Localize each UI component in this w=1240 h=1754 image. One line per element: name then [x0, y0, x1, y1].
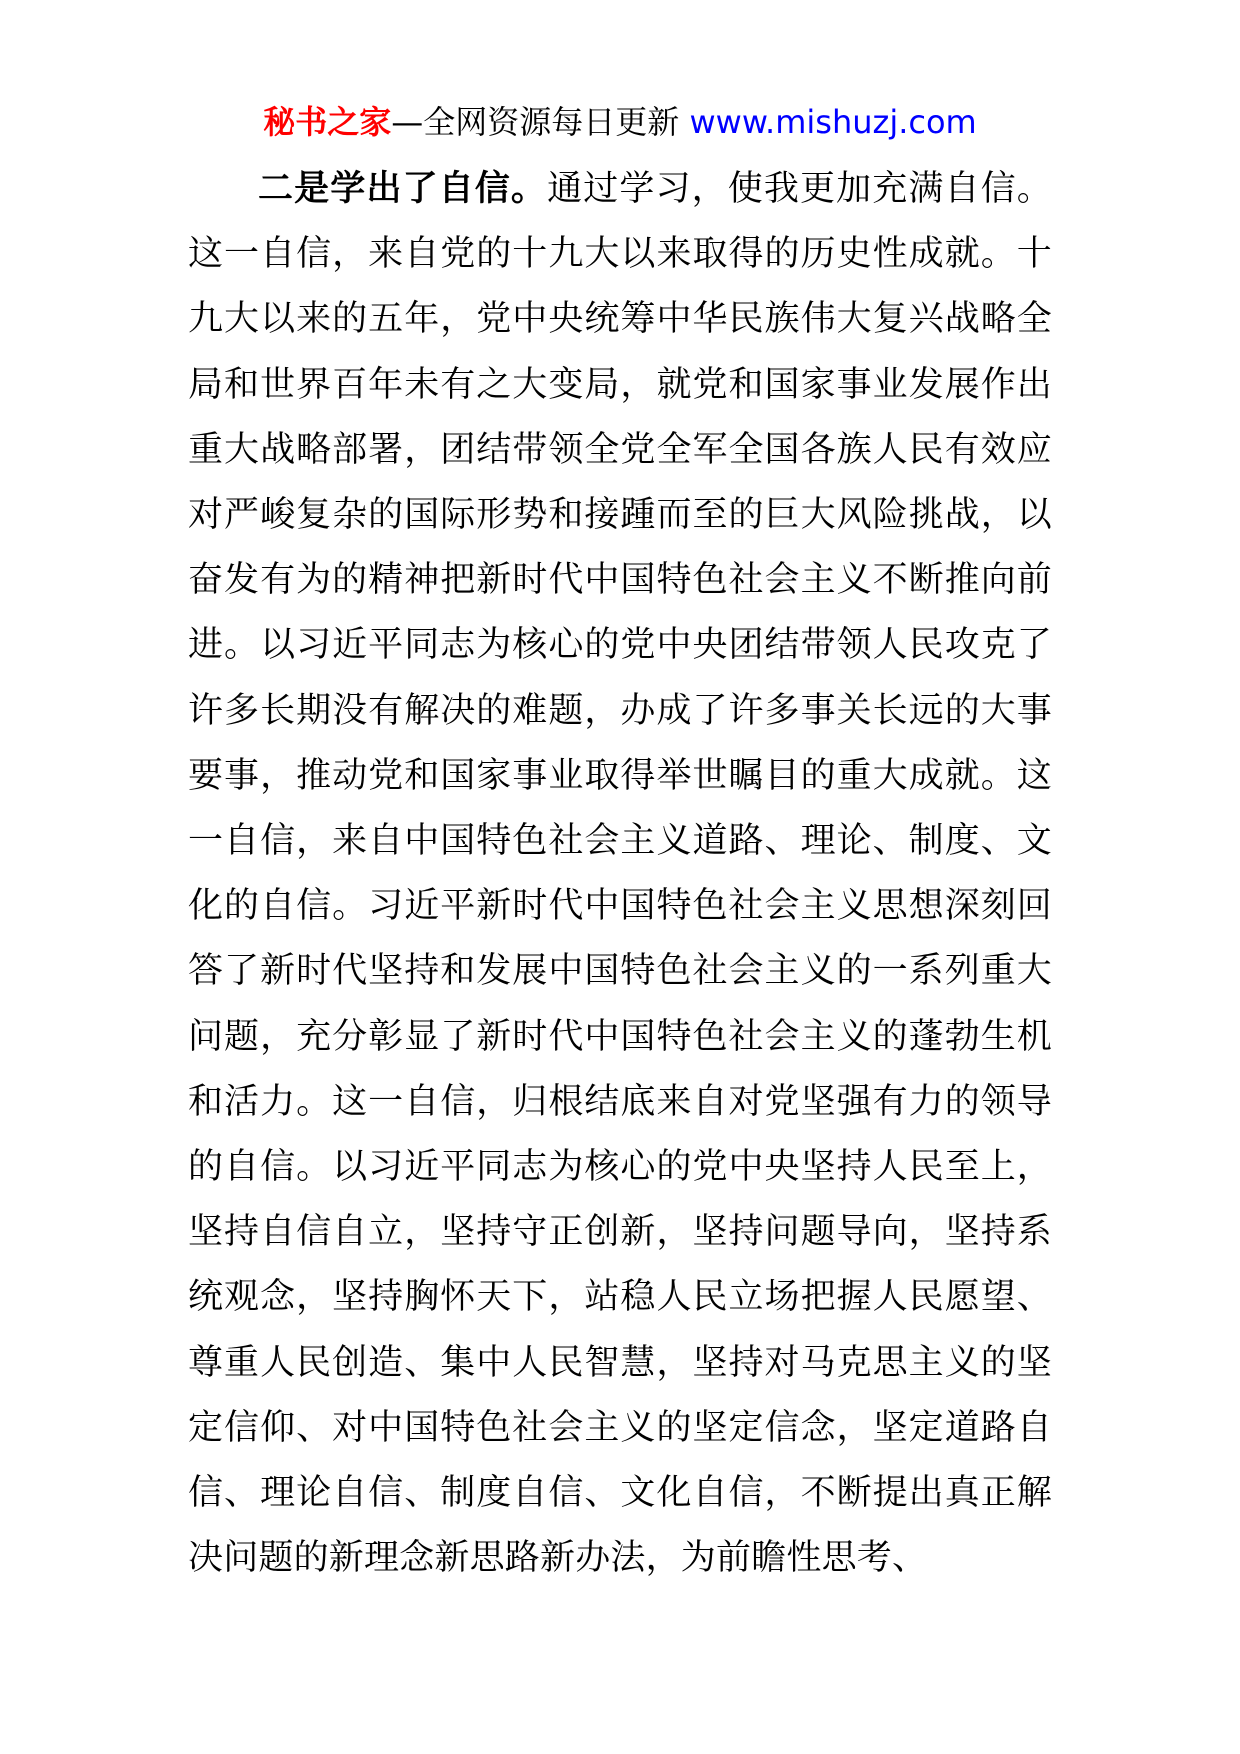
site-url-link[interactable]: www.mishuzj.com: [689, 103, 977, 141]
header-tagline: —全网资源每日更新: [391, 103, 690, 141]
paragraph-lead: 二是学出了自信。: [258, 169, 548, 209]
brand-name: 秘书之家: [263, 103, 392, 141]
page-header: [0, 100, 1240, 144]
body-paragraph: [188, 157, 1052, 1591]
paragraph-text: 通过学习，使我更加充满自信。这一自信，来自党的十九大以来取得的历史性成就。十九大以来的五年，党中央统筹中华民族伟大复兴战略全局和世界百年未有之大变局，就党和国家事业发展作出重大战略部署，团结带领全党全军全国各族人民有效应对严峻复杂的国际形势和接踵而至的巨大风险挑战，以奋发有为的精神把新时代中国特色社会主义不断推向前进。以习近平同志为核心的党中央团结带领人民攻克了许多长期没有解决的难题，办成了许多事关长远的大事要事，推动党和国家事业取得举世瞩目的重大成就。这一自信，来自中国特色社会主义道路、理论、制度、文化的自信。习近平新时代中国特色社会主义思想深刻回答了新时代坚持和发展中国特色社会主义的一系列重大问题，充分彰显了新时代中国特色社会主义的蓬勃生机和活力。这一自信，归根结底来自对党坚强有力的领导的自信。以习近平同志为核心的党中央坚持人民至上，坚持自信自立，坚持守正创新，坚持问题导向，坚持系统观念，坚持胸怀天下，站稳人民立场把握人民愿望、尊重人民创造、集中人民智慧，坚持对马克思主义的坚定信仰、对中国特色社会主义的坚定信念，坚定道路自信、理论自信、制度自信、文化自信，不断提出真正解决问题的新理念新思路新办法，为前瞻性思考、: [188, 169, 1052, 1579]
